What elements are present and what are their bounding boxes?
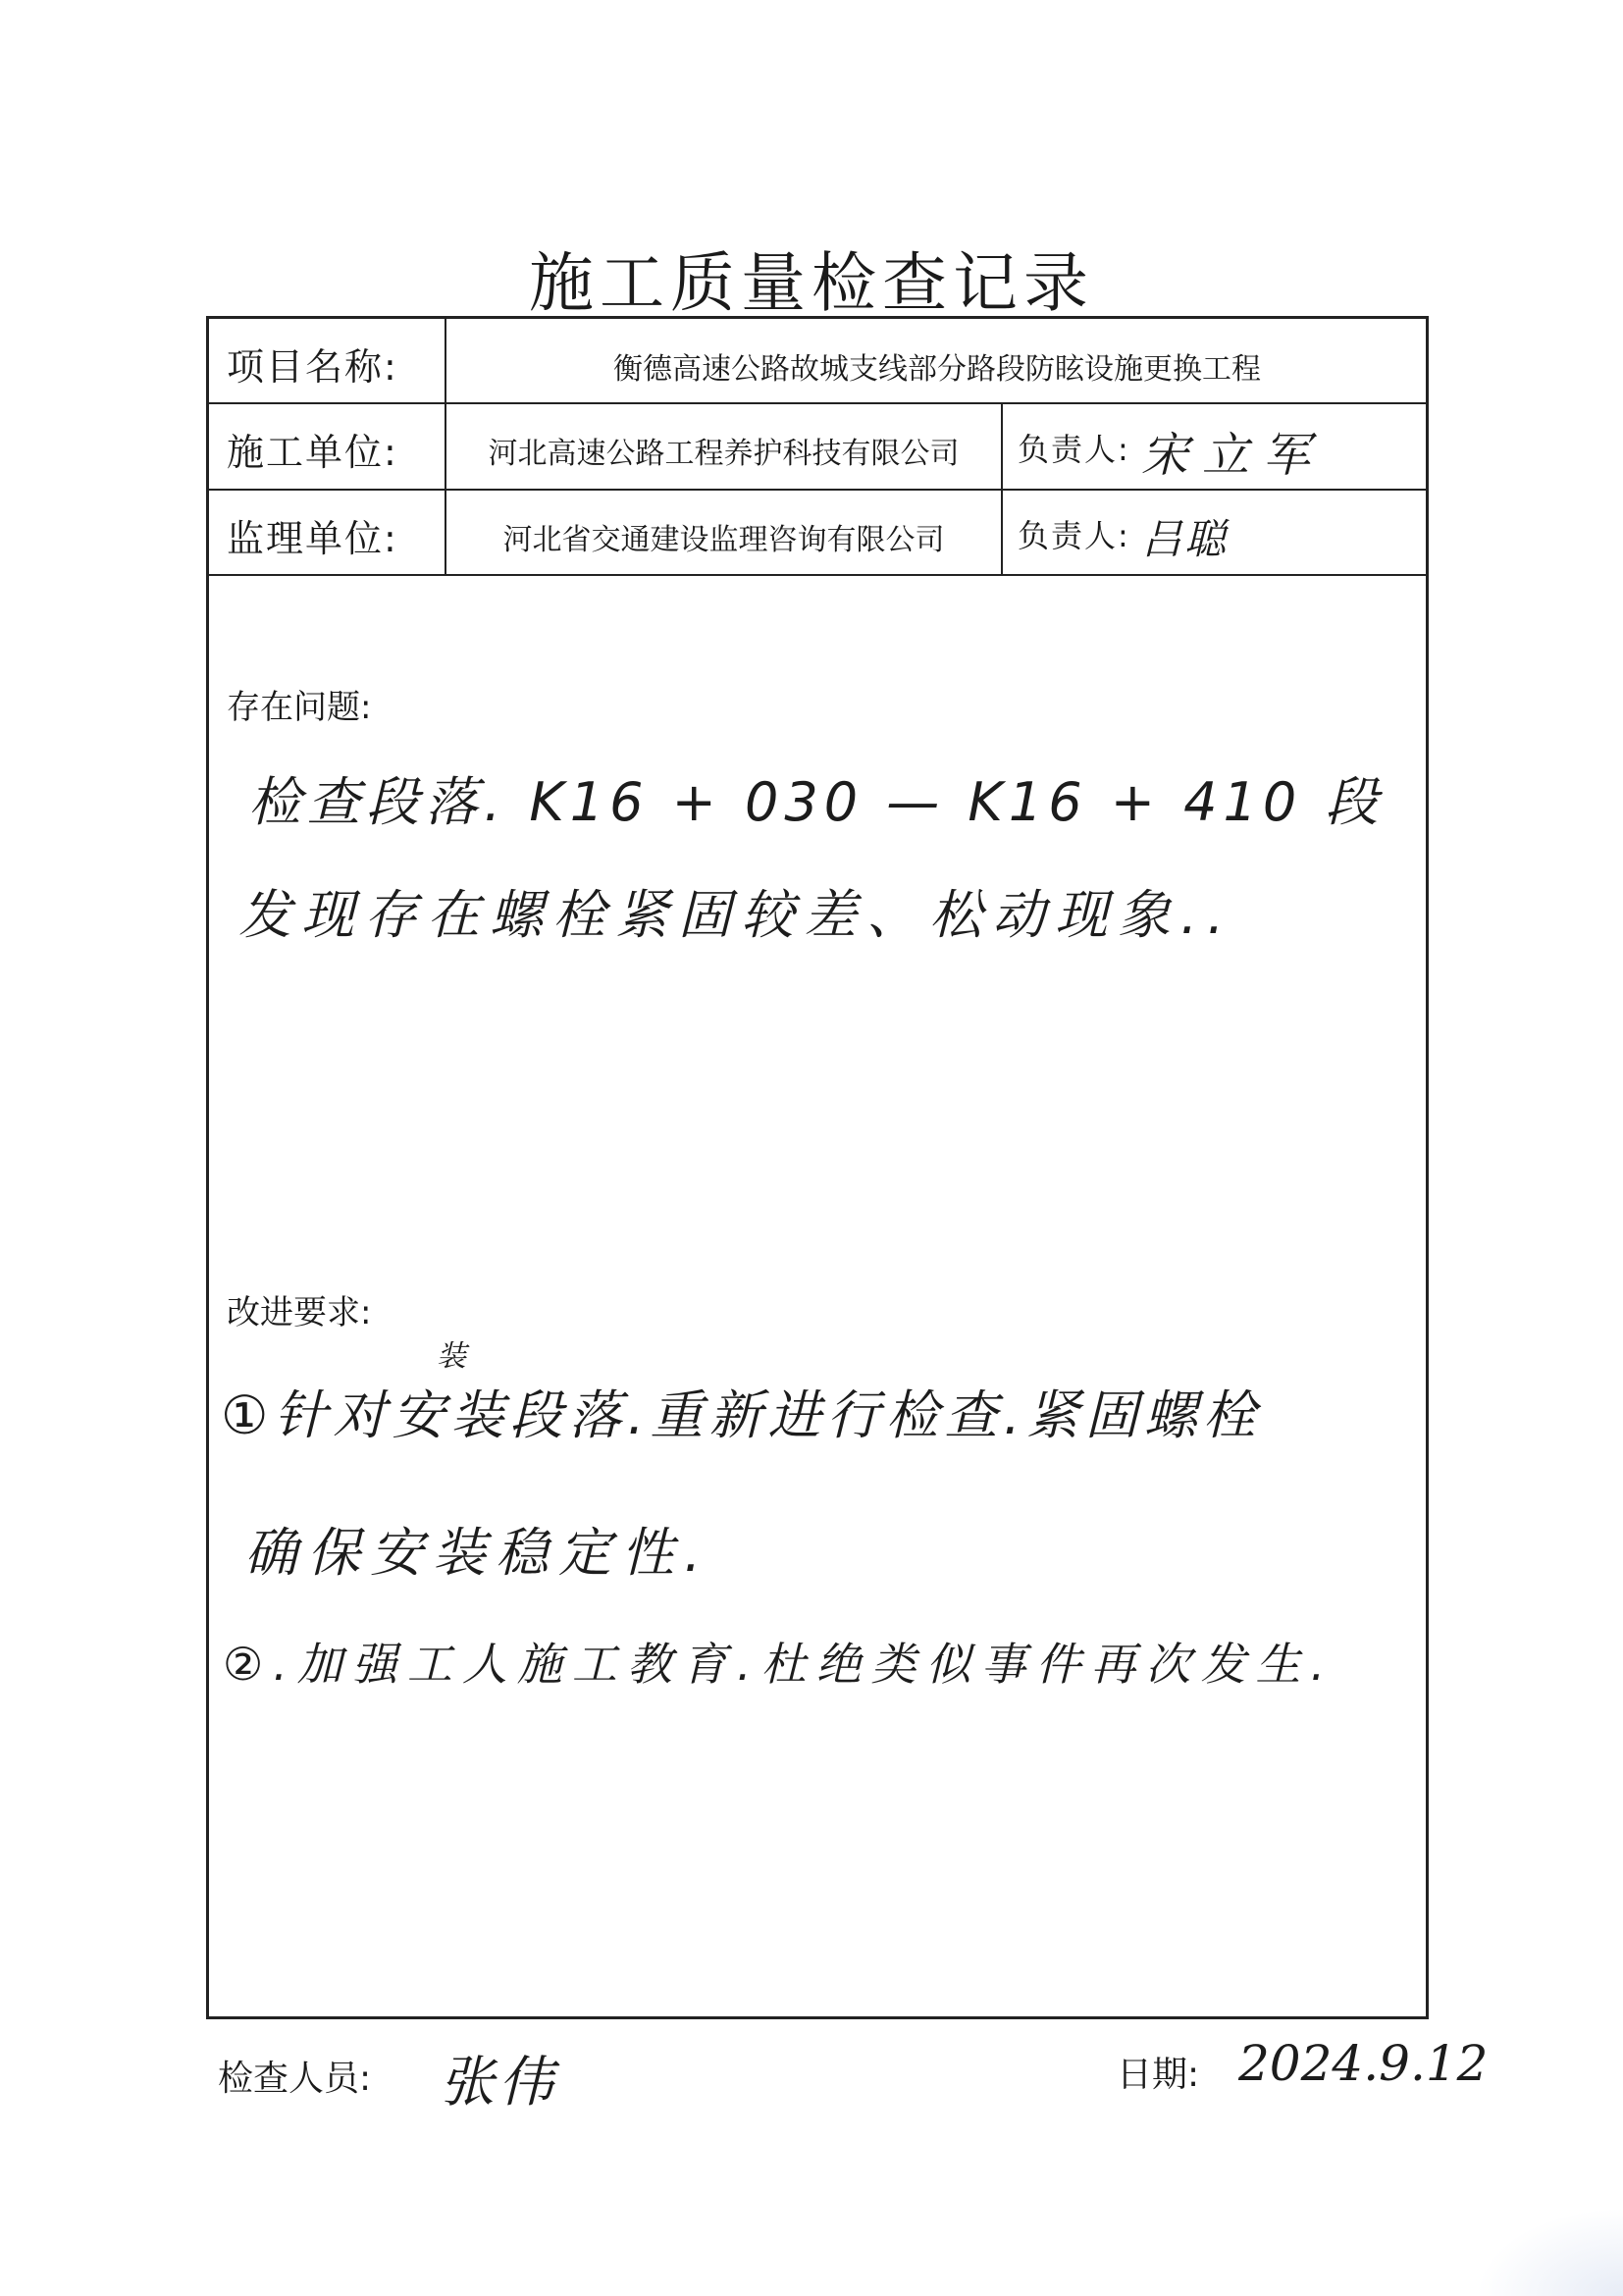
problems-label: 存在问题: xyxy=(227,688,372,727)
insertion-mark: 装 xyxy=(437,1339,466,1374)
improvement-line: ②.加强工人施工教育.杜绝类似事件再次发生. xyxy=(223,1638,1335,1691)
inspector-signature: 张伟 xyxy=(440,2051,557,2114)
project-name-label: 项目名称: xyxy=(227,345,398,389)
construction-unit-label: 施工单位: xyxy=(227,431,398,474)
supervision-leader-signature: 吕聪 xyxy=(1141,515,1229,563)
row-divider xyxy=(209,574,1426,576)
construction-unit-value: 河北高速公路工程养护科技有限公司 xyxy=(488,437,960,471)
row-divider xyxy=(209,402,1426,404)
date-value: 2024.9.12 xyxy=(1238,2035,1489,2092)
construction-leader-signature: 宋立军 xyxy=(1141,428,1325,483)
improvement-line: 确保安装稳定性. xyxy=(244,1522,711,1584)
project-name-value: 衡德高速公路故城支线部分路段防眩设施更换工程 xyxy=(613,352,1261,387)
row-divider xyxy=(209,489,1426,491)
inspection-form xyxy=(206,316,1429,2019)
improvements-label: 改进要求: xyxy=(227,1293,372,1332)
supervision-leader-label: 负责人: xyxy=(1018,517,1130,554)
improvement-line: ①针对安装段落.重新进行检查.紧固螺栓 xyxy=(221,1384,1262,1446)
inspector-label: 检查人员: xyxy=(218,2059,372,2099)
supervision-unit-value: 河北省交通建设监理咨询有限公司 xyxy=(502,523,945,557)
problem-line: 发现存在螺栓紧固较差、松动现象.. xyxy=(238,884,1234,946)
date-label: 日期: xyxy=(1117,2055,1200,2095)
construction-leader-label: 负责人: xyxy=(1018,431,1130,468)
column-divider xyxy=(1001,402,1003,574)
problem-line: 检查段落. K16 + 030 — K16 + 410 段 xyxy=(248,771,1385,833)
scan-stain xyxy=(1476,2208,1623,2296)
page-title: 施工质量检查记录 xyxy=(529,245,1094,321)
supervision-unit-label: 监理单位: xyxy=(227,517,398,560)
